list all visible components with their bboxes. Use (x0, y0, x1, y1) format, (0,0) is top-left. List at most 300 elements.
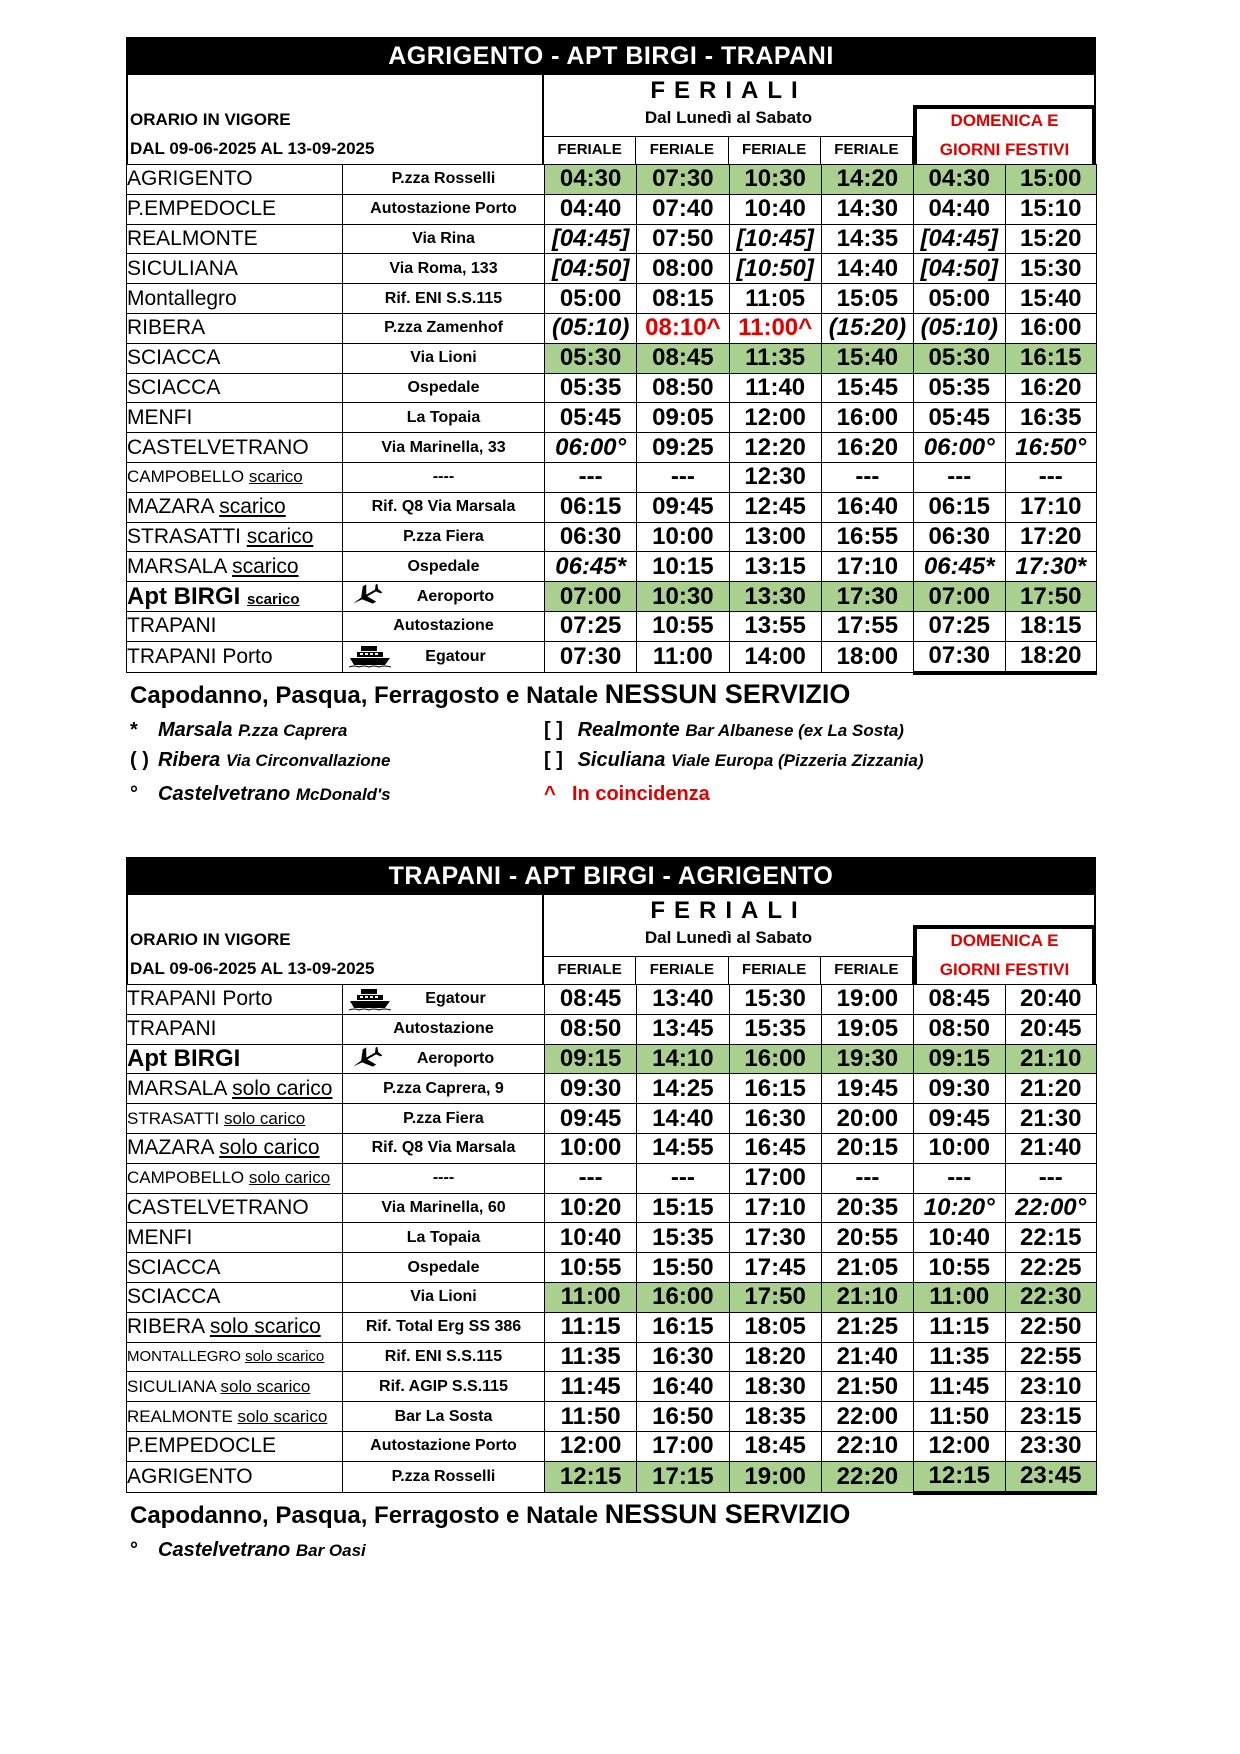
stop-location-text: Rif. Total Erg SS 386 (365, 1318, 522, 1336)
feriale-time: 12:00 (729, 403, 821, 433)
stop-name-text: Montallegro (127, 286, 237, 310)
feriale-time: (15:20) (821, 313, 913, 343)
feriale-time: 15:35 (637, 1223, 729, 1253)
feriale-time: 19:05 (821, 1014, 913, 1044)
stop-name-text: REALMONTE (127, 226, 258, 250)
feriale-time: 21:25 (821, 1312, 913, 1342)
feriale-time: 07:50 (637, 224, 729, 254)
note-siculiana (544, 749, 924, 772)
feriali-label: FERIALI (650, 77, 807, 104)
stop-location (343, 611, 545, 641)
feriale-time: 07:30 (545, 641, 637, 672)
feriale-time: 14:25 (637, 1074, 729, 1104)
table-row (127, 343, 1097, 373)
stop-name-text: CASTELVETRANO (127, 435, 309, 459)
schedule-grid (126, 984, 1097, 1495)
stop-location (343, 1074, 545, 1104)
stop-name-text: SICULIANA (127, 256, 238, 280)
airplane-icon (349, 1047, 383, 1074)
feriale-col-3: FERIALE (729, 137, 821, 164)
festivo-time: 21:30 (1005, 1104, 1097, 1134)
festivo-time: 22:50 (1005, 1312, 1097, 1342)
feriale-time: 10:40 (729, 194, 821, 224)
stop-location-text: Bar La Sosta (394, 1407, 493, 1425)
stop-location (343, 1104, 545, 1134)
stop-location-text: Via Lioni (410, 349, 477, 367)
table-header (126, 895, 1096, 984)
table-row (127, 1074, 1097, 1104)
feriale-time: 16:00 (821, 403, 913, 433)
feriale-time: 08:45 (637, 343, 729, 373)
table-row (127, 552, 1097, 582)
feriale-time: 19:45 (821, 1074, 913, 1104)
stop-name (127, 433, 343, 463)
stop-location (343, 343, 545, 373)
header-feriali (544, 75, 913, 164)
stop-location (343, 403, 545, 433)
feriale-time: 15:05 (821, 284, 913, 314)
feriale-time: 11:35 (545, 1342, 637, 1372)
orario-label: ORARIO IN VIGORE (130, 930, 291, 949)
feriale-time: 14:10 (637, 1044, 729, 1074)
feriale-time: 17:45 (729, 1253, 821, 1283)
stop-suffix: solo carico (223, 1108, 306, 1128)
feriale-time: 05:35 (545, 373, 637, 403)
stop-name (127, 403, 343, 433)
header-left (126, 75, 544, 164)
stop-name (127, 1461, 343, 1492)
stop-location-text: Autostazione Porto (370, 200, 517, 218)
festivo-time: 16:35 (1005, 403, 1097, 433)
feriale-time: 09:45 (545, 1104, 637, 1134)
stop-name (127, 1431, 343, 1461)
header-festivi (913, 895, 1096, 984)
feriale-time: 08:50 (545, 1014, 637, 1044)
stop-suffix: solo carico (219, 1136, 320, 1160)
festivo-time: 17:20 (1005, 522, 1097, 552)
feriale-time: 10:20 (545, 1193, 637, 1223)
table-row (127, 492, 1097, 522)
feriali-label: FERIALI (650, 897, 807, 924)
stop-name (127, 1253, 343, 1283)
feriale-time: 11:05 (729, 284, 821, 314)
stop-name-text: SCIACCA (127, 1255, 221, 1279)
stop-name-text: RIBERA (127, 1315, 205, 1339)
stop-location (343, 582, 545, 612)
stop-location-text: Aeroporto (416, 587, 495, 605)
festivo-time: --- (1005, 1163, 1097, 1193)
feriale-time: (05:10) (545, 313, 637, 343)
festivo-time: 23:30 (1005, 1431, 1097, 1461)
stop-name (127, 1372, 343, 1402)
stop-name (127, 373, 343, 403)
feriale-time: 14:35 (821, 224, 913, 254)
stop-suffix: solo carico (248, 1168, 331, 1188)
table-row (127, 1253, 1097, 1283)
stop-location (343, 1461, 545, 1492)
stop-location (343, 224, 545, 254)
no-service-lead: Capodanno, Pasqua, Ferragosto e Natale (130, 681, 605, 709)
feriale-time: 12:45 (729, 492, 821, 522)
feriale-time: 10:55 (545, 1253, 637, 1283)
stop-suffix: scarico (246, 524, 314, 548)
feriale-time: 11:00^ (729, 313, 821, 343)
stop-location-text: La Topaia (406, 1228, 481, 1246)
stop-location-text: Ospedale (407, 378, 480, 396)
stop-name (127, 343, 343, 373)
table-row (127, 462, 1097, 492)
feriale-time: 18:35 (729, 1402, 821, 1432)
table-row (127, 522, 1097, 552)
festivo-time: [04:50] (914, 254, 1006, 284)
stop-location (343, 165, 545, 195)
note-sub: Viale Europa (Pizzeria Zizzania) (670, 750, 924, 770)
stop-name (127, 254, 343, 284)
stop-location-text: P.zza Caprera, 9 (383, 1079, 504, 1097)
no-service-note (126, 679, 1096, 710)
stop-name-text: MAZARA (127, 495, 214, 519)
feriale-time: 11:00 (637, 641, 729, 672)
note-marsala (130, 719, 347, 742)
table-row (127, 1342, 1097, 1372)
festivo-time: 05:45 (914, 403, 1006, 433)
stop-location-text: Rif. ENI S.S.115 (384, 1347, 503, 1365)
feriale-time: 14:40 (821, 254, 913, 284)
table-header (126, 75, 1096, 164)
no-service-bold: NESSUN SERVIZIO (604, 678, 851, 709)
note-main: Ribera (158, 748, 221, 771)
no-service-bold: NESSUN SERVIZIO (604, 1498, 851, 1529)
stop-name (127, 313, 343, 343)
stop-suffix: scarico (247, 590, 300, 608)
feriale-time: 08:00 (637, 254, 729, 284)
feriale-time: 14:00 (729, 641, 821, 672)
stop-location-text: Via Roma, 133 (389, 259, 498, 277)
stop-suffix: Porto (222, 644, 273, 668)
festivo-time: 15:30 (1005, 254, 1097, 284)
festivo-time: 16:00 (1005, 313, 1097, 343)
festivo-time: 23:45 (1005, 1461, 1097, 1492)
festivo-time: --- (914, 1163, 1006, 1193)
stop-suffix: solo scarico (245, 1348, 325, 1366)
stop-location (343, 1223, 545, 1253)
feriale-time: 16:00 (729, 1044, 821, 1074)
stop-location-text: ---- (432, 468, 455, 486)
stop-location-text: Egatour (425, 990, 486, 1008)
stop-location (343, 462, 545, 492)
festivo-time: 17:50 (1005, 582, 1097, 612)
stop-name-text: TRAPANI (127, 987, 217, 1011)
feriale-time: 11:00 (545, 1282, 637, 1312)
stop-name-text: MAZARA (127, 1136, 214, 1160)
note-sub: Bar Albanese (ex La Sosta) (685, 720, 904, 740)
feriale-time: 19:00 (729, 1461, 821, 1492)
stop-name-text: MENFI (127, 405, 193, 429)
festivi-line2: GIORNI FESTIVI (939, 960, 1070, 979)
stop-name (127, 582, 343, 612)
table-row (127, 1133, 1097, 1163)
feriale-time: 18:30 (729, 1372, 821, 1402)
feriale-time: 15:35 (729, 1014, 821, 1044)
feriale-time: 12:20 (729, 433, 821, 463)
feriale-time: 17:15 (637, 1461, 729, 1492)
festivo-time: 22:00° (1005, 1193, 1097, 1223)
table-row (127, 582, 1097, 612)
feriale-time: 17:10 (729, 1193, 821, 1223)
stop-location-text: P.zza Rosselli (391, 1467, 496, 1485)
stop-name (127, 552, 343, 582)
feriale-time: 22:20 (821, 1461, 913, 1492)
festivi-spacer (913, 75, 1096, 105)
feriale-time: 08:10^ (637, 313, 729, 343)
stop-name (127, 492, 343, 522)
note-sub: Via Circonvallazione (225, 750, 391, 770)
feriale-time: 16:40 (637, 1372, 729, 1402)
festivo-time: [04:45] (914, 224, 1006, 254)
feriale-time: [10:50] (729, 254, 821, 284)
stop-location (343, 1431, 545, 1461)
feriale-time: 09:30 (545, 1074, 637, 1104)
festivo-time: 15:20 (1005, 224, 1097, 254)
stop-suffix: scarico (232, 554, 299, 578)
feriale-col-2: FERIALE (636, 137, 728, 164)
festivo-time: 09:45 (914, 1104, 1006, 1134)
feriale-time: 04:40 (545, 194, 637, 224)
stop-location (343, 1282, 545, 1312)
festivo-time: 06:45* (914, 552, 1006, 582)
feriale-time: 05:45 (545, 403, 637, 433)
festivo-time: 07:00 (914, 582, 1006, 612)
feriale-time: 21:10 (821, 1282, 913, 1312)
festivo-time: 21:20 (1005, 1074, 1097, 1104)
header-feriali (544, 895, 913, 984)
feriale-time: 14:40 (637, 1104, 729, 1134)
feriale-time: 10:30 (729, 165, 821, 195)
feriale-time: 14:20 (821, 165, 913, 195)
feriale-time: 17:00 (729, 1163, 821, 1193)
stop-location (343, 433, 545, 463)
feriale-time: 18:20 (729, 1342, 821, 1372)
stop-location-text: Rif. Q8 Via Marsala (371, 1139, 516, 1157)
feriale-time: 06:30 (545, 522, 637, 552)
feriale-time: 08:50 (637, 373, 729, 403)
stop-name-text: TRAPANI (127, 614, 217, 638)
feriale-time: 14:30 (821, 194, 913, 224)
feriale-time: 06:45* (545, 552, 637, 582)
stop-location (343, 522, 545, 552)
feriale-time: 10:40 (545, 1223, 637, 1253)
note-castelvetrano (130, 1539, 366, 1562)
festivo-time: 23:15 (1005, 1402, 1097, 1432)
note-symbol: * (130, 718, 138, 741)
feriale-time: [04:45] (545, 224, 637, 254)
feriale-time: 12:30 (729, 462, 821, 492)
table-row (127, 1104, 1097, 1134)
note-main: Castelvetrano (158, 782, 291, 805)
notes-section (126, 679, 1096, 819)
stop-name-text: SCIACCA (127, 346, 221, 370)
stop-location-text: Rif. AGIP S.S.115 (379, 1377, 508, 1395)
stop-location-text: Via Marinella, 33 (381, 438, 506, 456)
stop-name (127, 1342, 343, 1372)
stop-location-text: Autostazione Porto (370, 1437, 517, 1455)
stop-name-text: MARSALA (127, 1076, 227, 1100)
validity-label: DAL 09-06-2025 AL 13-09-2025 (130, 139, 375, 158)
feriale-time: 16:55 (821, 522, 913, 552)
feriale-time: 15:45 (821, 373, 913, 403)
feriale-time: --- (545, 1163, 637, 1193)
feriale-time: 11:50 (545, 1402, 637, 1432)
table-row (127, 165, 1097, 195)
festivo-time: 20:40 (1005, 985, 1097, 1015)
feriale-time: 10:55 (637, 611, 729, 641)
feriale-time: 17:55 (821, 611, 913, 641)
festivo-time: 20:45 (1005, 1014, 1097, 1044)
feriale-time: 21:05 (821, 1253, 913, 1283)
stop-name-text: MARSALA (127, 554, 227, 578)
stop-suffix: solo scarico (220, 1376, 311, 1396)
feriale-time: 11:35 (729, 343, 821, 373)
stop-location (343, 552, 545, 582)
stop-name (127, 611, 343, 641)
festivo-time: 22:30 (1005, 1282, 1097, 1312)
feriale-time: 16:45 (729, 1133, 821, 1163)
stop-name-text: Apt BIRGI (127, 582, 241, 610)
festivi-box (913, 925, 1096, 984)
note-main: Realmonte (577, 718, 680, 741)
festivo-time: 08:50 (914, 1014, 1006, 1044)
feriale-time: 06:00° (545, 433, 637, 463)
feriale-time: 11:40 (729, 373, 821, 403)
table-row (127, 313, 1097, 343)
festivo-time: 11:15 (914, 1312, 1006, 1342)
stop-location-text: Egatour (425, 647, 486, 665)
festivo-time: 17:10 (1005, 492, 1097, 522)
note-main: Marsala (158, 718, 233, 741)
stop-name (127, 522, 343, 552)
table-row (127, 1044, 1097, 1074)
note-symbol: ( ) (130, 748, 149, 771)
festivo-time: 05:30 (914, 343, 1006, 373)
stop-location (343, 1253, 545, 1283)
feriale-time: 16:30 (637, 1342, 729, 1372)
festivo-time: 05:35 (914, 373, 1006, 403)
feriale-time: 21:50 (821, 1372, 913, 1402)
table-row (127, 641, 1097, 672)
stop-name-text: TRAPANI (127, 1017, 217, 1041)
stop-location (343, 1372, 545, 1402)
stop-name (127, 1133, 343, 1163)
stop-name-text: STRASATTI (127, 524, 241, 548)
stop-location (343, 1342, 545, 1372)
feriale-time: 07:25 (545, 611, 637, 641)
festivo-time: 16:15 (1005, 343, 1097, 373)
feriale-time: --- (821, 462, 913, 492)
feriale-time: 08:15 (637, 284, 729, 314)
feriale-time: 07:00 (545, 582, 637, 612)
festivo-time: 06:30 (914, 522, 1006, 552)
feriale-time: 20:35 (821, 1193, 913, 1223)
stop-name-text: MONTALLEGRO (127, 1348, 241, 1366)
stop-name-text: TRAPANI (127, 644, 217, 668)
festivo-time: 04:30 (914, 165, 1006, 195)
timetable-trapani-agrigento (126, 857, 1096, 1579)
table-row (127, 985, 1097, 1015)
stop-location-text: Rif. Q8 Via Marsala (371, 498, 516, 516)
table-row (127, 611, 1097, 641)
stop-location-text: P.zza Fiera (403, 1109, 484, 1127)
festivi-line1: DOMENICA E (950, 111, 1059, 130)
feriale-time: 12:00 (545, 1431, 637, 1461)
feriale-time: 15:40 (821, 343, 913, 373)
festivi-line1: DOMENICA E (950, 931, 1059, 950)
festivo-time: 21:40 (1005, 1133, 1097, 1163)
festivo-time: 15:00 (1005, 165, 1097, 195)
feriale-time: --- (637, 1163, 729, 1193)
stop-location-text: Autostazione (393, 617, 494, 635)
feriale-time: 09:45 (637, 492, 729, 522)
note-symbol: [ ] (544, 748, 563, 771)
stop-name-text: MENFI (127, 1225, 193, 1249)
stop-name-text: STRASATTI (127, 1108, 220, 1128)
feriale-time: 12:15 (545, 1461, 637, 1492)
feriale-time: 10:00 (545, 1133, 637, 1163)
stop-name-text: CAMPOBELLO (127, 1168, 245, 1188)
feriale-time: 16:20 (821, 433, 913, 463)
stop-name (127, 165, 343, 195)
notes-section (126, 1499, 1096, 1579)
festivo-time: 09:30 (914, 1074, 1006, 1104)
stop-location (343, 194, 545, 224)
feriale-time: --- (545, 462, 637, 492)
table-row (127, 284, 1097, 314)
feriale-time: 13:30 (729, 582, 821, 612)
stop-name (127, 194, 343, 224)
stop-location (343, 1402, 545, 1432)
feriale-time: 13:15 (729, 552, 821, 582)
airplane-icon (349, 584, 383, 611)
stop-suffix: solo scarico (237, 1406, 328, 1426)
table-row (127, 1461, 1097, 1492)
feriale-time: 17:50 (729, 1282, 821, 1312)
no-service-lead: Capodanno, Pasqua, Ferragosto e Natale (130, 1501, 605, 1529)
note-symbol: ° (130, 1538, 138, 1561)
table-row (127, 1163, 1097, 1193)
feriali-sub: Dal Lunedì al Sabato (644, 108, 813, 127)
feriale-time: 07:30 (637, 165, 729, 195)
note-main: Castelvetrano (158, 1538, 291, 1561)
feriale-col-3: FERIALE (729, 957, 821, 984)
feriale-time: 20:15 (821, 1133, 913, 1163)
stop-location-text: La Topaia (406, 408, 481, 426)
note-symbol: ^ (544, 782, 556, 805)
stop-location-text: Rif. ENI S.S.115 (384, 289, 503, 307)
stop-location (343, 313, 545, 343)
note-main: In coincidenza (572, 782, 710, 805)
festivo-time: 16:50° (1005, 433, 1097, 463)
festivo-time: 11:00 (914, 1282, 1006, 1312)
stop-name (127, 284, 343, 314)
table-row (127, 1431, 1097, 1461)
stop-location-text: Via Rina (412, 229, 475, 247)
stop-name (127, 1163, 343, 1193)
stop-name (127, 224, 343, 254)
feriale-time: 15:50 (637, 1253, 729, 1283)
stop-name (127, 1282, 343, 1312)
feriale-time: 20:55 (821, 1223, 913, 1253)
festivo-time: 23:10 (1005, 1372, 1097, 1402)
table-row (127, 1014, 1097, 1044)
